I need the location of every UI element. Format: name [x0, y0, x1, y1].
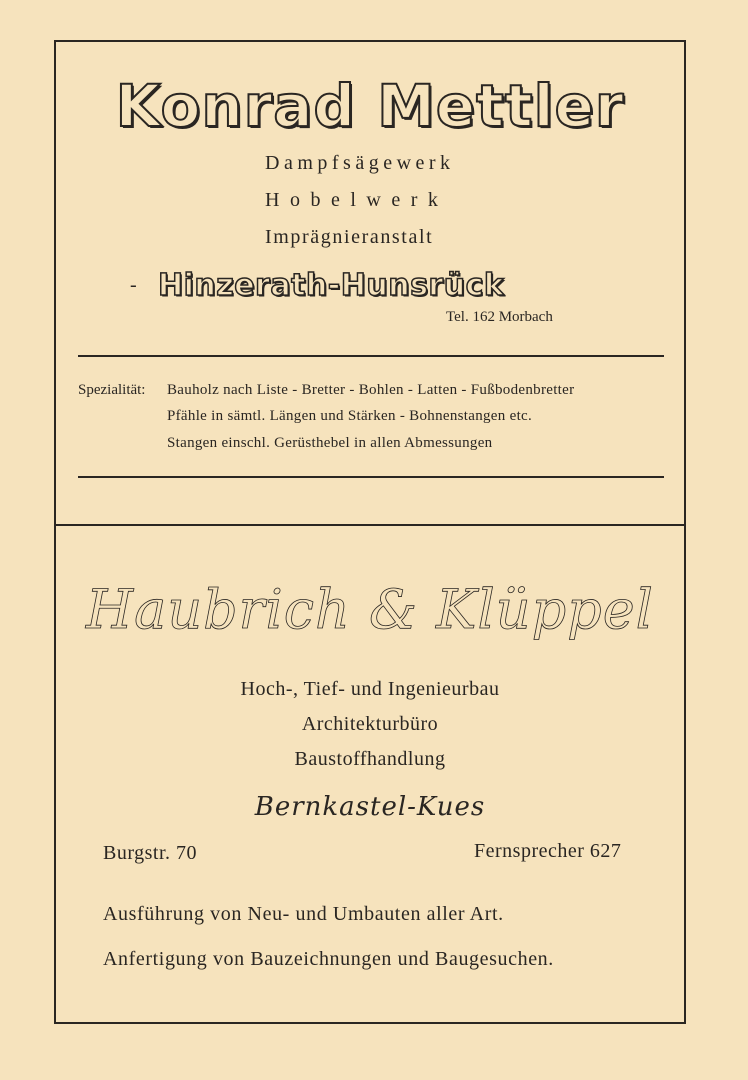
ad1-specialty-line-2: Pfähle in sämtl. Längen und Stärken - Bohnenstangen etc.: [167, 408, 533, 424]
ad2-address: Burgstr. 70: [103, 842, 198, 864]
ad1-specialty-label: Spezialität:: [78, 382, 146, 398]
ad2-service-1: Hoch-, Tief- und Ingenieurbau: [240, 678, 500, 700]
ad1-specialty-line-1: Bauholz nach Liste - Bretter - Bohlen - Latten - Fußbodenbretter: [167, 382, 575, 398]
ad1-location-prefix: -: [130, 274, 137, 296]
ad1-rule-top: [78, 355, 664, 357]
ad1-service-3: Imprägnieranstalt: [265, 226, 434, 248]
ad1-location: Hinzerath-Hunsrück: [158, 268, 505, 303]
ad2-phone: Fernsprecher 627: [474, 840, 622, 862]
ad2-company-name: Haubrich & Klüppel: [86, 578, 654, 641]
ad2-line-1: Ausführung von Neu- und Umbauten aller Art.: [103, 903, 504, 925]
ad2-line-2: Anfertigung von Bauzeichnungen und Baugesuchen.: [103, 948, 554, 970]
ad1-company-name: Konrad Mettler: [115, 72, 625, 140]
ad1-service-1: Dampfsägewerk: [265, 152, 455, 174]
ad1-specialty-line-3: Stangen einschl. Gerüsthebel in allen Abmessungen: [167, 435, 493, 451]
ad1-rule-bottom: [78, 476, 664, 478]
ad1-service-2: Hobelwerk: [265, 189, 449, 211]
ad1-telephone: Tel. 162 Morbach: [446, 309, 553, 325]
ad2-service-3: Baustoffhandlung: [294, 748, 446, 770]
ad-divider: [54, 524, 686, 526]
page-frame: [54, 40, 686, 1024]
ad2-service-2: Architekturbüro: [301, 713, 439, 735]
ad2-location: Bernkastel-Kues: [254, 792, 486, 822]
